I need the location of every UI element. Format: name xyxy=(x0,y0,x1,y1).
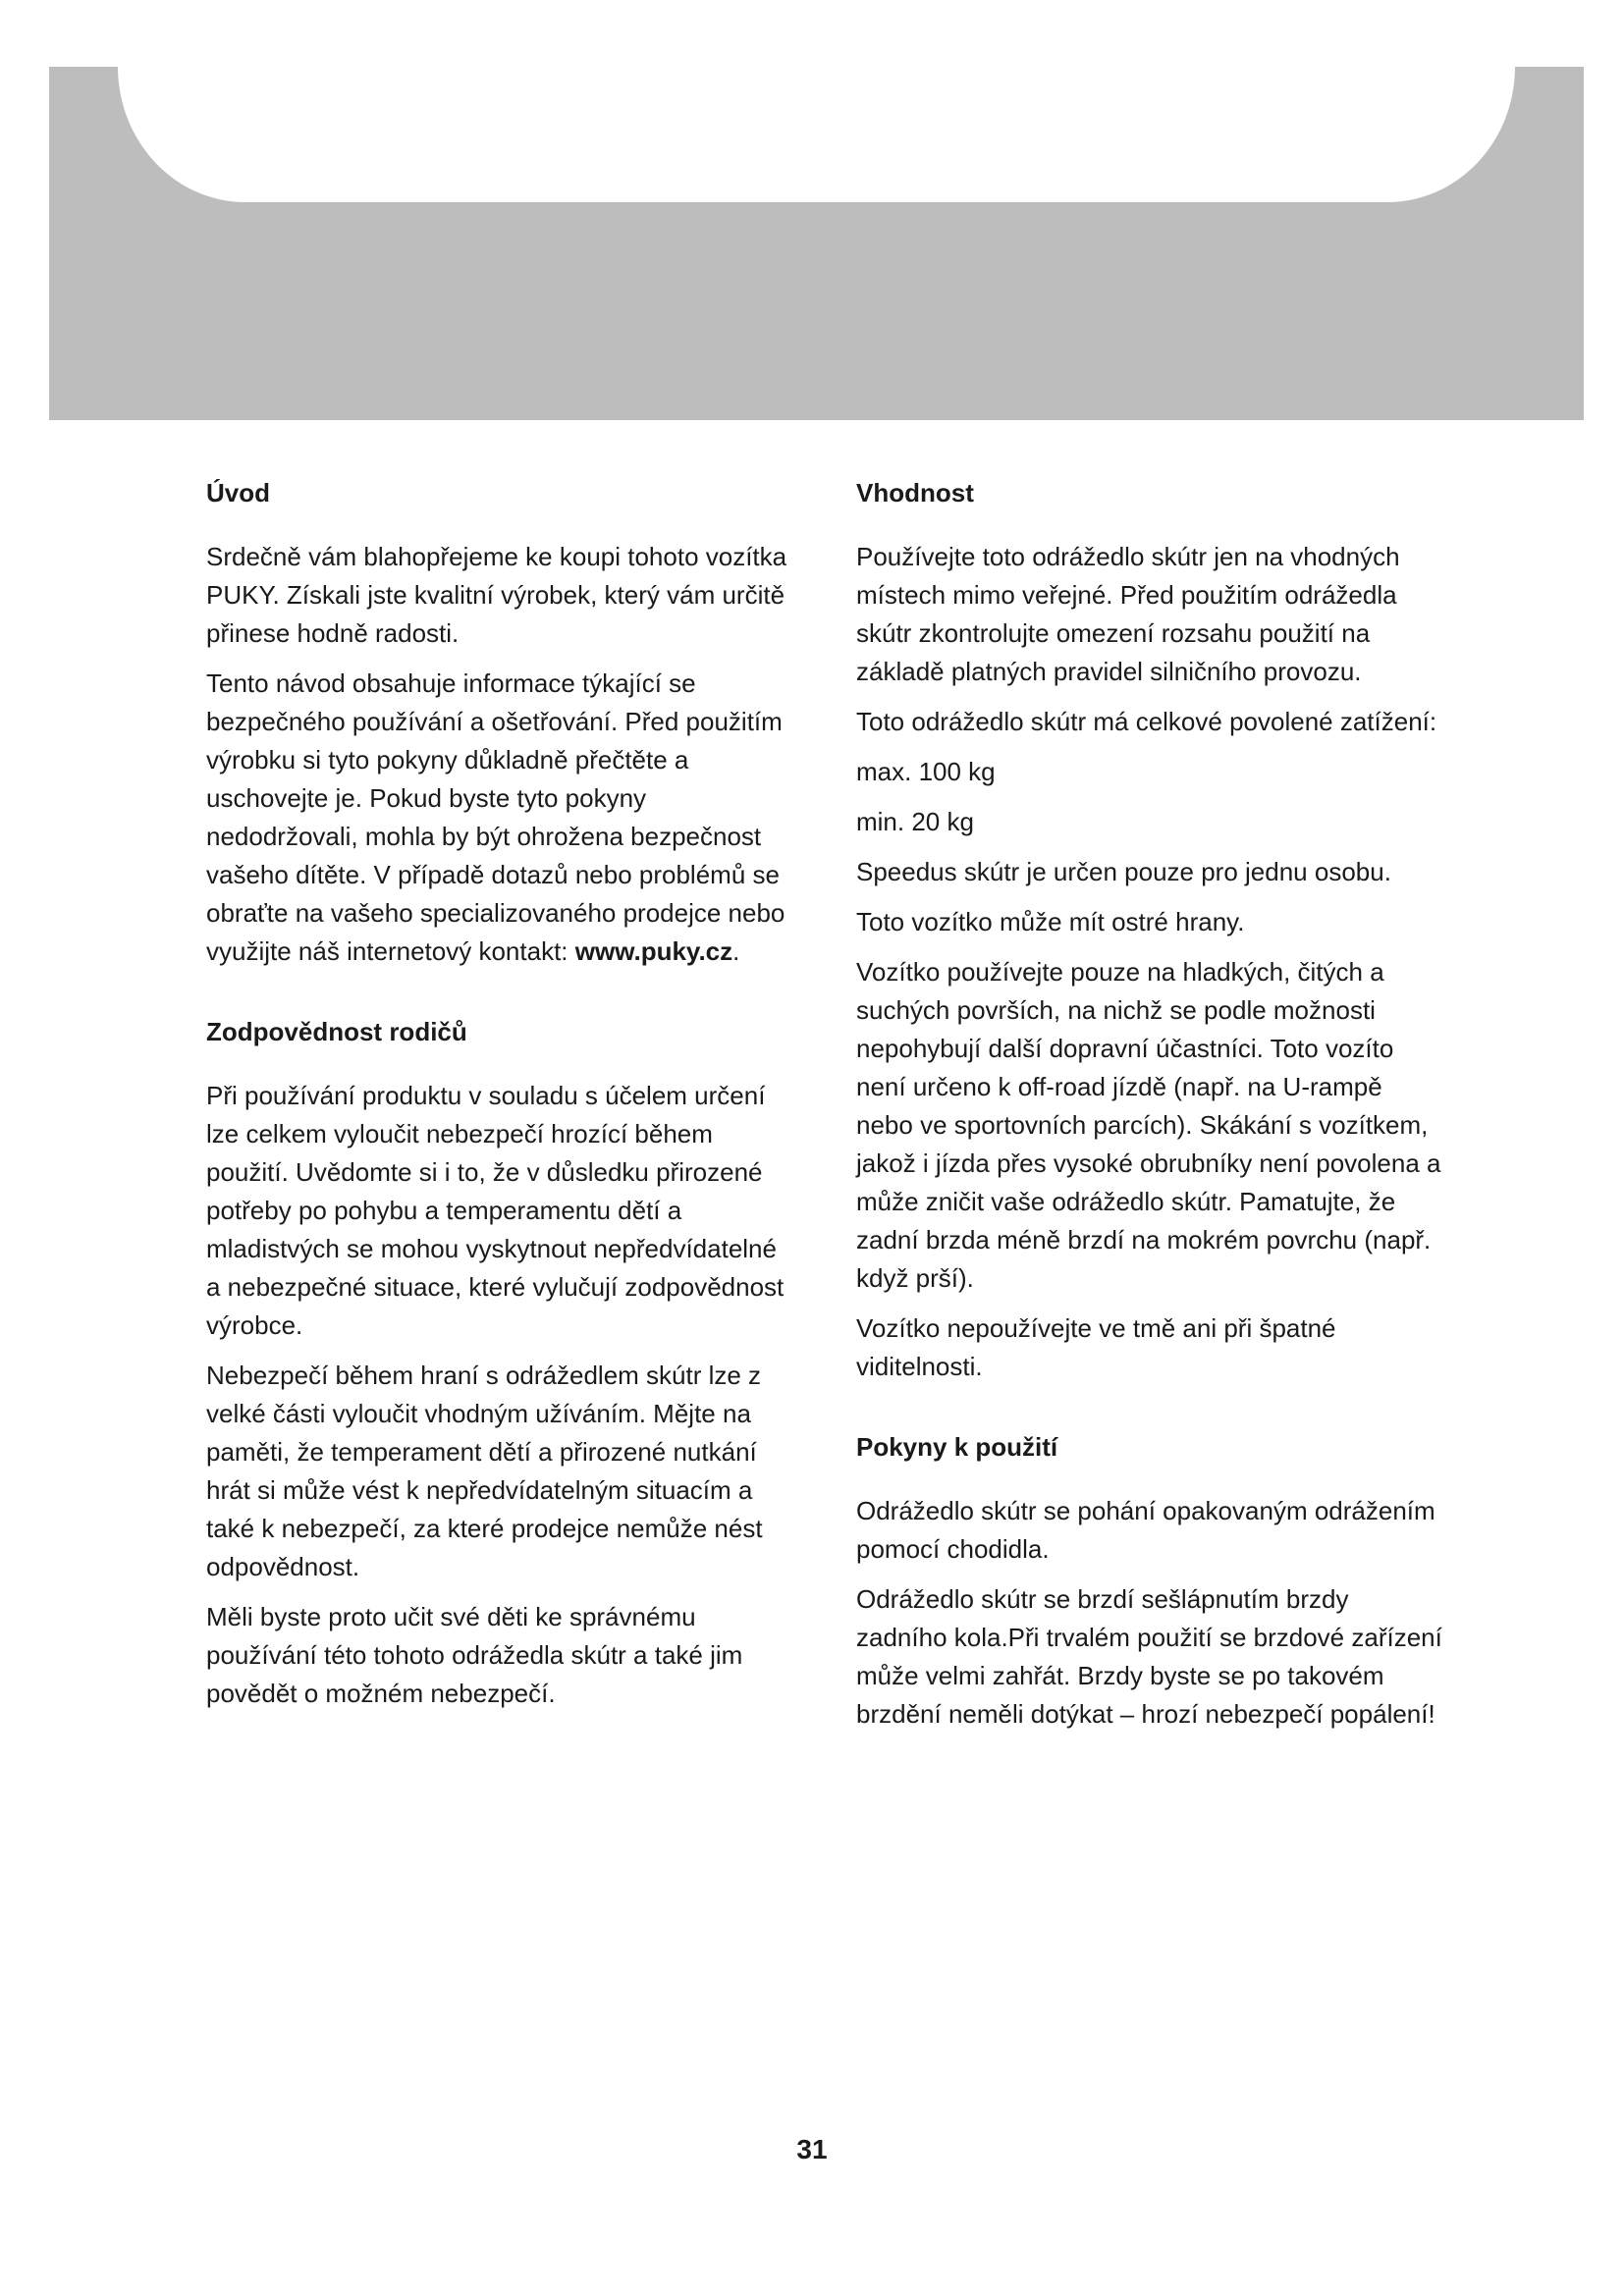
puky-website-link[interactable]: www.puky.cz xyxy=(574,936,733,966)
uvod-paragraph-2 xyxy=(206,665,795,971)
min-load: min. 20 kg xyxy=(856,807,974,836)
heading-zodpovednost: Zodpovědnost rodičů xyxy=(206,1017,467,1046)
uvod-paragraph-1: Srdečně vám blahopřejeme ke koupi tohoto vozítka PUKY. Získali jste kvalitní výrobek, který vám určitě přinese hodně radosti. xyxy=(206,542,787,648)
vhodnost-paragraph-3: Speedus skútr je určen pouze pro jednu osobu. xyxy=(856,857,1391,886)
zodpovednost-paragraph-2: Nebezpečí během hraní s odrážedlem skútr lze z velké části vyloučit vhodným užíváním. Mějte na paměti, že temperament dětí a přirozené nutkání hrát si může vést k nepředvídatelným situacím a také k nebezpečí, za které prodejce nemůže nést odpovědnost. xyxy=(206,1361,763,1581)
zodpovednost-paragraph-3: Měli byste proto učit své děti ke správnému používání této tohoto odrážedla skútr a také jim povědět o možném nebezpečí. xyxy=(206,1602,743,1708)
right-column xyxy=(856,469,1445,1771)
heading-pokyny: Pokyny k použití xyxy=(856,1432,1058,1462)
section-pokyny xyxy=(856,1423,1445,1734)
heading-vhodnost: Vhodnost xyxy=(856,478,974,507)
uvod-url-suffix: . xyxy=(732,936,740,966)
pokyny-paragraph-2: Odrážedlo skútr se brzdí sešlápnutím brzdy zadního kola.Při trvalém použití se brzdové zařízení může velmi zahřát. Brzdy byste se po takovém brzdění neměli dotýkat – hrozí nebezpečí popálení! xyxy=(856,1584,1442,1729)
uvod-paragraph-2-text: Tento návod obsahuje informace týkající se bezpečného používání a ošetřování. Před použitím výrobku si tyto pokyny důkladně přečtěte a uschovejte je. Pokud byste tyto pokyny nedodržovali, mohla by být ohrožena bezpečnost vašeho dítěte. V případě dotazů nebo problémů se obraťte na vašeho specializovaného prodejce nebo využijte náš internetový kontakt: xyxy=(206,668,785,966)
section-vhodnost xyxy=(856,469,1445,1386)
vhodnost-paragraph-4: Toto vozítko může mít ostré hrany. xyxy=(856,907,1245,936)
max-load: max. 100 kg xyxy=(856,757,996,786)
zodpovednost-paragraph-1: Při používání produktu v souladu s účelem určení lze celkem vyloučit nebezpečí hrozící během použití. Uvědomte si i to, že v důsledku přirozené potřeby po pohybu a temperamentu dětí a mladistvých se mohou vyskytnout nepředvídatelné a nebezpečné situace, které vylučují zodpovědnost výrobce. xyxy=(206,1081,785,1340)
pokyny-paragraph-1: Odrážedlo skútr se pohání opakovaným odrážením pomocí chodidla. xyxy=(856,1496,1435,1564)
vhodnost-paragraph-2: Toto odrážedlo skútr má celkové povolené zatížení: xyxy=(856,707,1437,736)
page-number: 31 xyxy=(796,2134,828,2164)
vhodnost-paragraph-1: Používejte toto odrážedlo skútr jen na vhodných místech mimo veřejné. Před použitím odrážedla skútr zkontrolujte omezení rozsahu použití na základě platných pravidel silničního provozu. xyxy=(856,542,1400,686)
heading-uvod: Úvod xyxy=(206,478,270,507)
left-column xyxy=(206,469,795,1750)
vhodnost-paragraph-6: Vozítko nepoužívejte ve tmě ani při špatné viditelnosti. xyxy=(856,1313,1336,1381)
header-banner-notch xyxy=(118,67,1515,202)
header-banner xyxy=(49,67,1584,420)
section-uvod xyxy=(206,469,795,971)
vhodnost-paragraph-5: Vozítko používejte pouze na hladkých, čitých a suchých površích, na nichž se podle možnosti nepohybují další dopravní účastníci. Toto vozíto není určeno k off-road jízdě (např. na U-rampě nebo ve sportovních parcích). Skákání s vozítkem, jakož i jízda přes vysoké obrubníky není povolena a může zničit vaše odrážedlo skútr. Pamatujte, že zadní brzda méně brzdí na mokrém povrchu (např. když prší). xyxy=(856,957,1441,1293)
section-zodpovednost xyxy=(206,1008,795,1713)
